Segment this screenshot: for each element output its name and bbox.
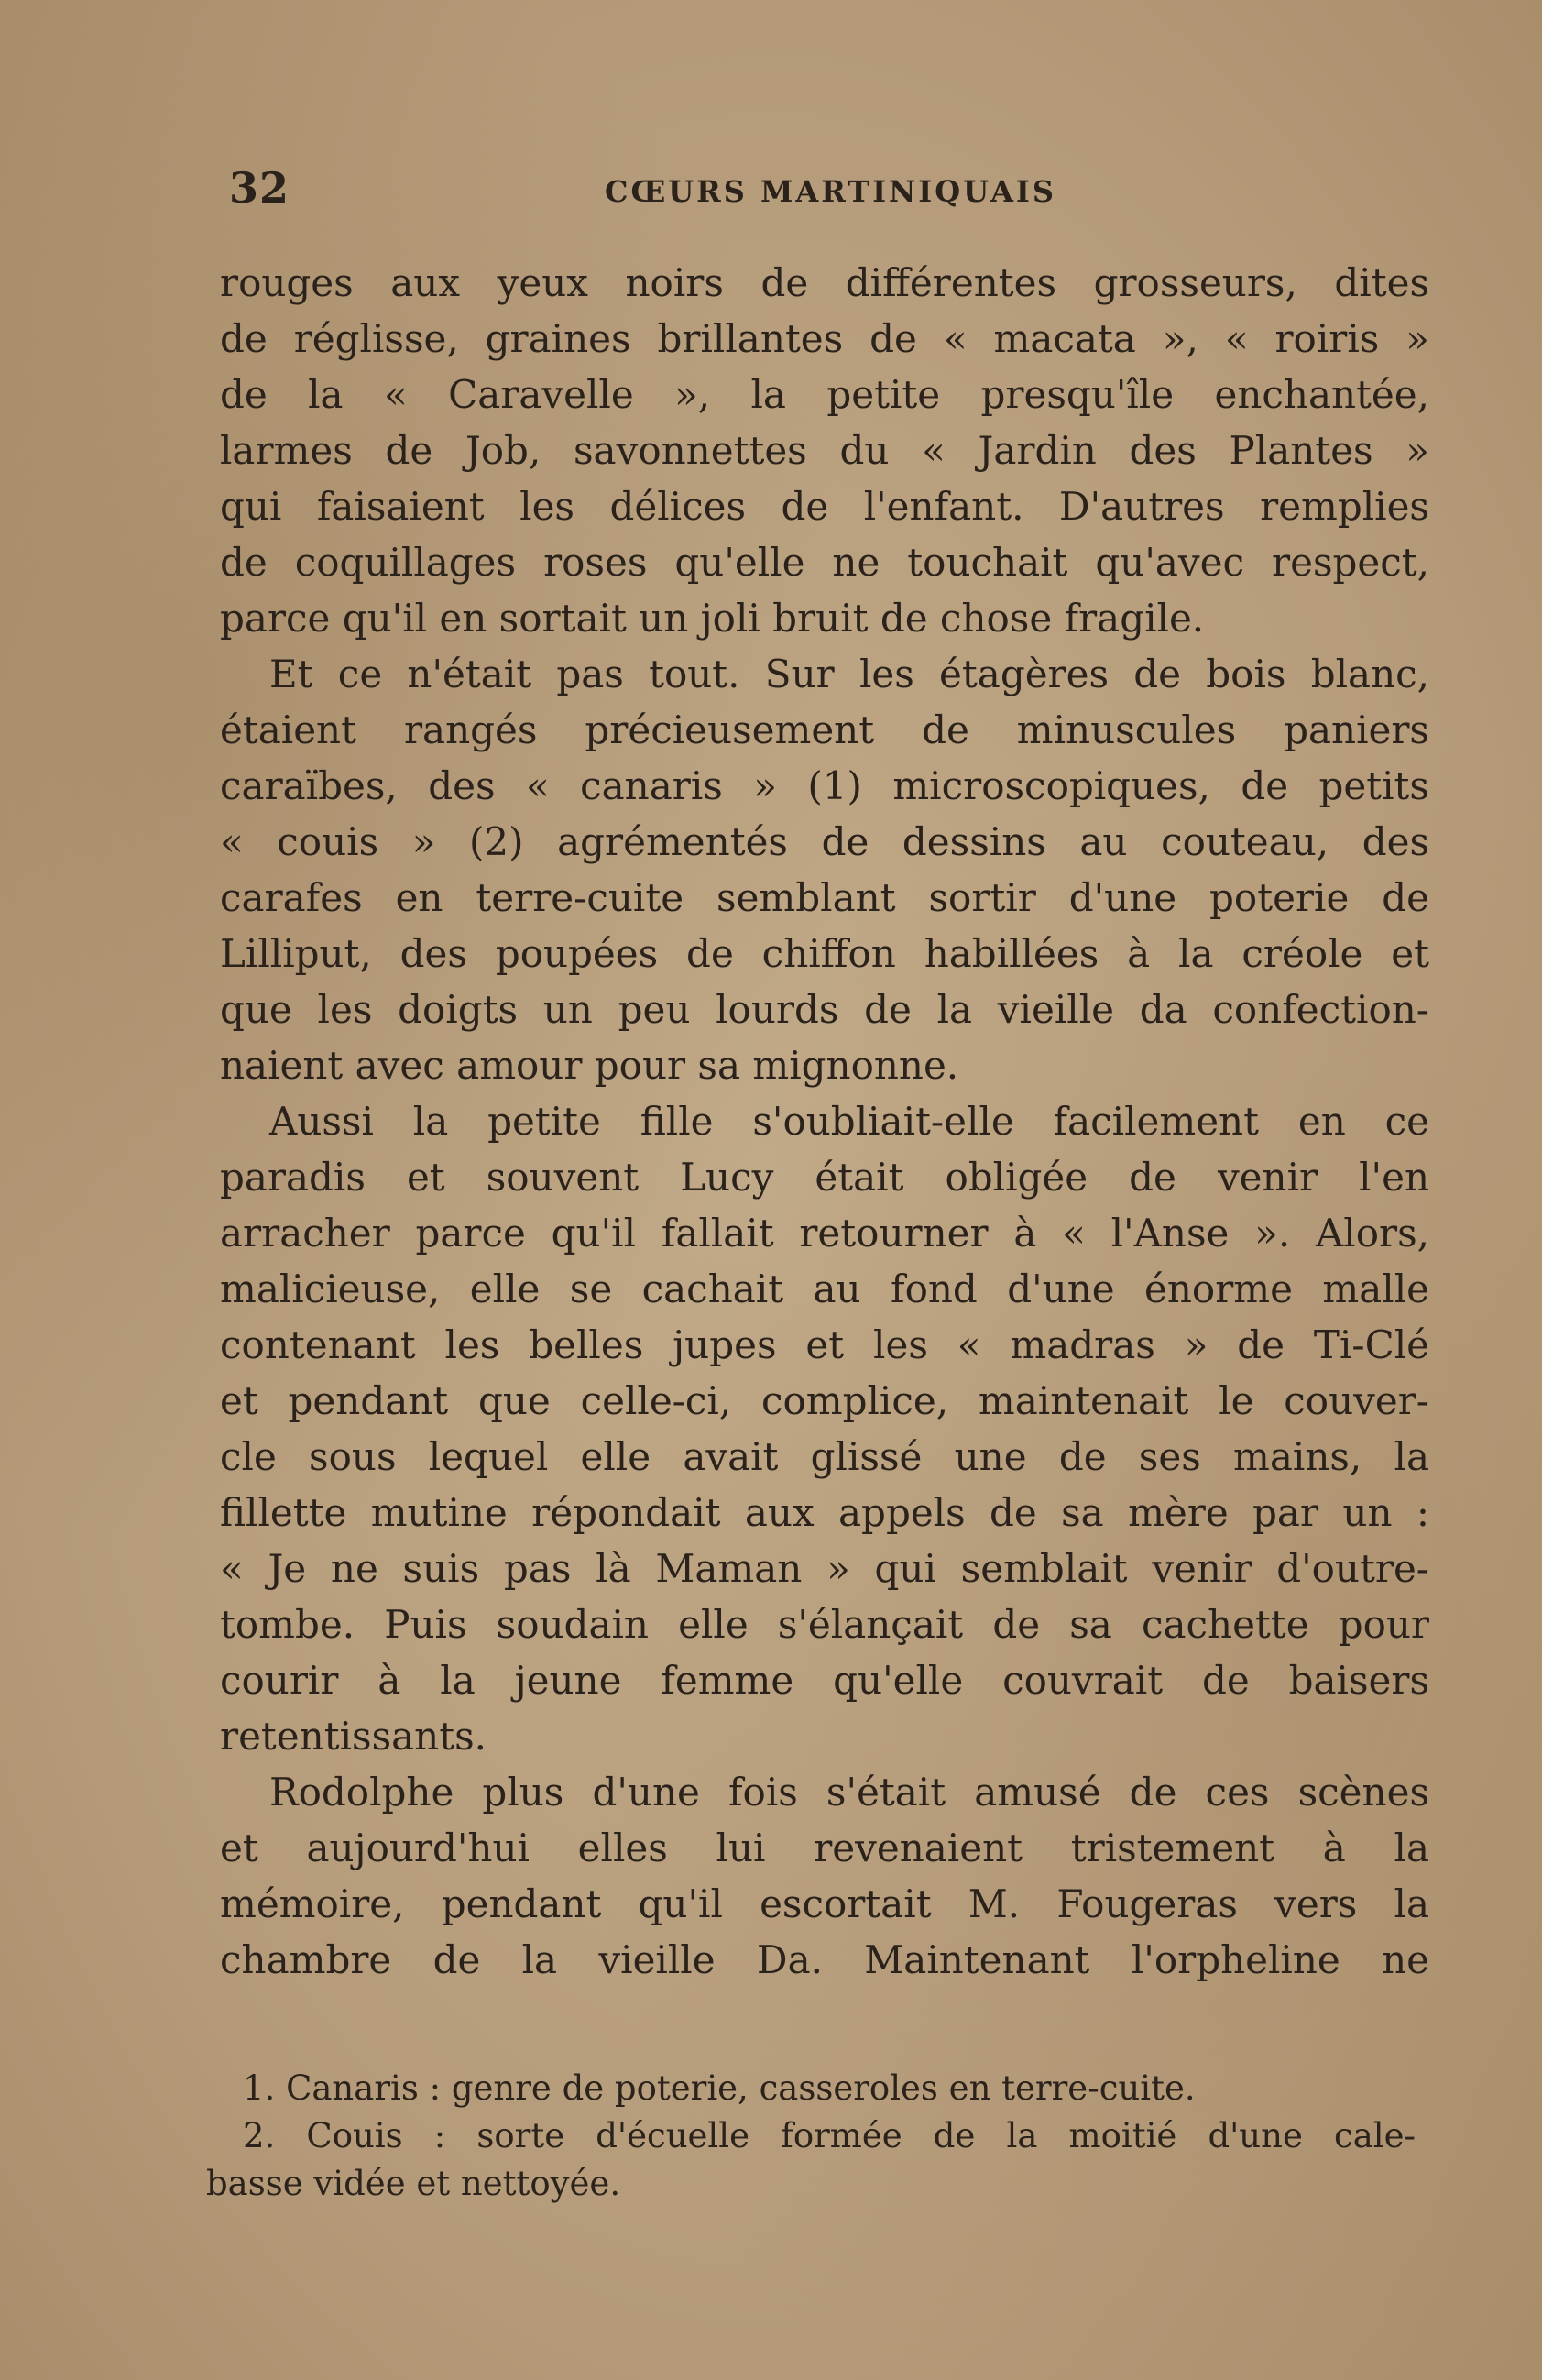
paragraph-start-line: Rodolphe plus d'une fois s'était amusé de ces scènes bbox=[269, 1770, 1429, 1815]
text-line: larmes de Job, savonnettes du « Jardin des Plantes » bbox=[220, 428, 1429, 473]
text-line: cle sous lequel elle avait glissé une de ses mains, la bbox=[220, 1434, 1429, 1479]
text-line: caraïbes, des « canaris » (1) microscopiques, de petits bbox=[220, 763, 1429, 808]
text-line: arracher parce qu'il fallait retourner à « l'Anse ». Alors, bbox=[220, 1211, 1429, 1256]
footnote-1: 1. Canaris : genre de poterie, casseroles en terre-cuite. bbox=[243, 2068, 1196, 2108]
footnote-2-continuation: basse vidée et nettoyée. bbox=[206, 2164, 621, 2203]
text-line: étaient rangés précieusement de minuscules paniers bbox=[220, 707, 1429, 752]
running-title: CŒURS MARTINIQUAIS bbox=[605, 174, 1056, 209]
text-line: de la « Caravelle », la petite presqu'île enchantée, bbox=[220, 372, 1429, 417]
paragraph-start-line: Et ce n'était pas tout. Sur les étagères de bois blanc, bbox=[269, 652, 1429, 696]
text-line: malicieuse, elle se cachait au fond d'une énorme malle bbox=[220, 1267, 1429, 1311]
text-line: fillette mutine répondait aux appels de sa mère par un : bbox=[220, 1490, 1429, 1535]
text-line: courir à la jeune femme qu'elle couvrait de baisers bbox=[220, 1658, 1429, 1703]
text-line: « couis » (2) agrémentés de dessins au couteau, des bbox=[220, 819, 1429, 864]
text-line: Lilliput, des poupées de chiffon habillées à la créole et bbox=[220, 931, 1429, 976]
text-line: de réglisse, graines brillantes de « macata », « roiris » bbox=[220, 316, 1429, 361]
text-line: de coquillages roses qu'elle ne touchait qu'avec respect, bbox=[220, 540, 1429, 585]
text-line: retentissants. bbox=[220, 1714, 487, 1759]
text-line: rouges aux yeux noirs de différentes grosseurs, dites bbox=[220, 260, 1429, 305]
text-line: « Je ne suis pas là Maman » qui semblait venir d'outre- bbox=[220, 1546, 1429, 1591]
page-header bbox=[229, 163, 1438, 218]
text-line: et aujourd'hui elles lui revenaient tristement à la bbox=[220, 1826, 1429, 1870]
text-line: et pendant que celle-ci, complice, maintenait le couver- bbox=[220, 1378, 1429, 1423]
footnotes bbox=[206, 2065, 1416, 2208]
paragraph-start-line: Aussi la petite fille s'oubliait-elle facilement en ce bbox=[269, 1099, 1429, 1144]
page-number: 32 bbox=[229, 163, 290, 213]
body-text bbox=[220, 255, 1429, 1988]
text-line: qui faisaient les délices de l'enfant. D'autres remplies bbox=[220, 484, 1429, 529]
text-line: naient avec amour pour sa mignonne. bbox=[220, 1043, 959, 1088]
text-line: tombe. Puis soudain elle s'élançait de sa cachette pour bbox=[220, 1602, 1429, 1647]
text-line: contenant les belles jupes et les « madras » de Ti-Clé bbox=[220, 1322, 1429, 1367]
text-line: que les doigts un peu lourds de la vieille da confection- bbox=[220, 987, 1429, 1032]
text-line: parce qu'il en sortait un joli bruit de chose fragile. bbox=[220, 596, 1205, 641]
text-line: mémoire, pendant qu'il escortait M. Fougeras vers la bbox=[220, 1881, 1429, 1926]
text-line: paradis et souvent Lucy était obligée de venir l'en bbox=[220, 1155, 1429, 1200]
text-line: chambre de la vieille Da. Maintenant l'orpheline ne bbox=[220, 1937, 1429, 1982]
footnote-2: 2. Couis : sorte d'écuelle formée de la moitié d'une cale- bbox=[243, 2116, 1416, 2155]
text-line: carafes en terre-cuite semblant sortir d'une poterie de bbox=[220, 875, 1429, 920]
